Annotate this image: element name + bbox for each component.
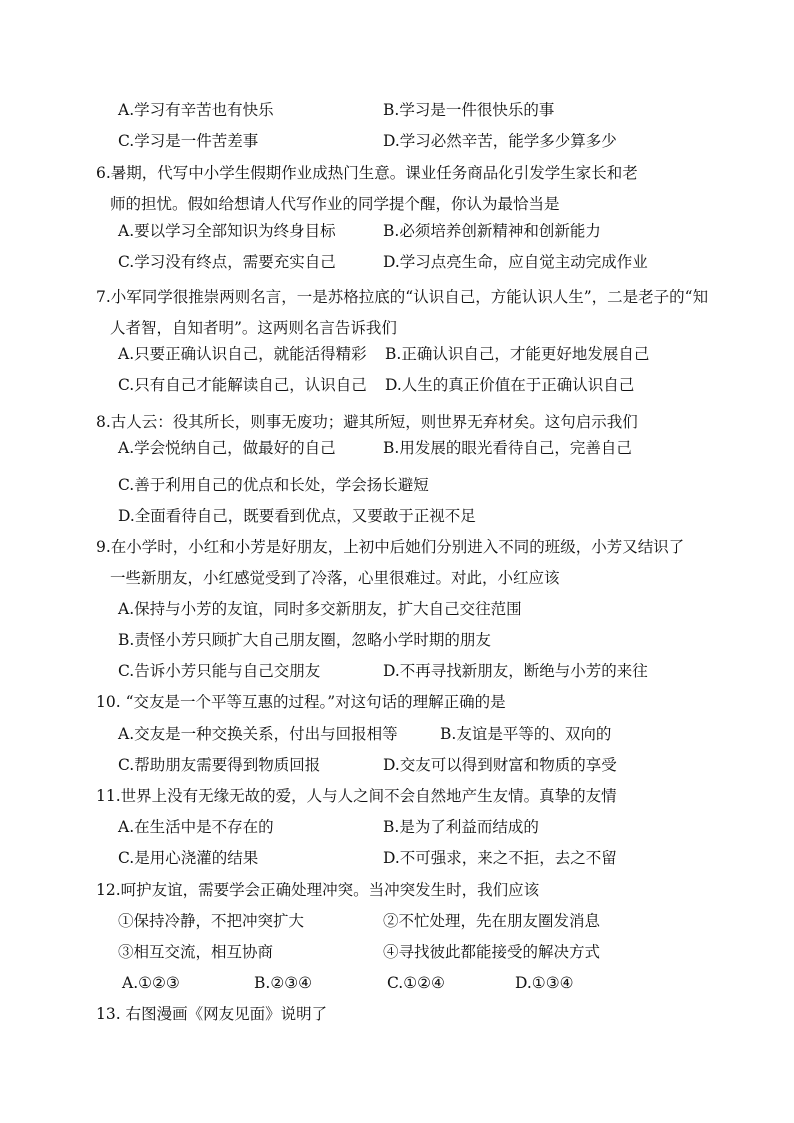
q7-option-b: B.正确认识自己，才能更好地发展自己 bbox=[385, 345, 650, 363]
q7-stem-line1: 7.小军同学很推崇两则名言，一是苏格拉底的“认识自己，方能认识人生”，二是老子的“知 bbox=[96, 288, 709, 306]
q8-option-c: C.善于利用自己的优点和长处，学会扬长避短 bbox=[118, 476, 429, 494]
q8-stem: 8.古人云：役其所长，则事无废功；避其所短，则世界无弃材矣。这句启示我们 bbox=[96, 413, 638, 431]
q10-option-a: A.交友是一种交换关系，付出与回报相等 bbox=[118, 725, 398, 743]
q6-option-d: D.学习点亮生命，应自觉主动完成作业 bbox=[383, 253, 648, 271]
q6-stem-line2: 师的担忧。假如给想请人代写作业的同学提个醒，你认为最恰当是 bbox=[110, 195, 560, 213]
q12-option-b: B.②③④ bbox=[254, 974, 313, 992]
q9-option-a: A.保持与小芳的友谊，同时多交新朋友，扩大自己交往范围 bbox=[118, 600, 522, 618]
q6-option-b: B.必须培养创新精神和创新能力 bbox=[383, 222, 601, 240]
q7-option-d: D.人生的真正价值在于正确认识自己 bbox=[385, 376, 635, 394]
q12-option-d: D.①③④ bbox=[515, 974, 574, 992]
q11-option-c: C.是用心浇灌的结果 bbox=[118, 849, 259, 867]
q12-statement-2: ②不忙处理，先在朋友圈发消息 bbox=[383, 912, 601, 930]
q9-option-b: B.责怪小芳只顾扩大自己朋友圈，忽略小学时期的朋友 bbox=[118, 631, 491, 649]
q11-option-b: B.是为了利益而结成的 bbox=[383, 818, 539, 836]
q8-option-d: D.全面看待自己，既要看到优点，又要敢于正视不足 bbox=[118, 507, 476, 525]
q8-option-a: A.学会悦纳自己，做最好的自己 bbox=[118, 439, 336, 457]
q5-option-c: C.学习是一件苦差事 bbox=[118, 132, 259, 150]
q5-option-a: A.学习有辛苦也有快乐 bbox=[118, 101, 274, 119]
q10-option-d: D.交友可以得到财富和物质的享受 bbox=[383, 756, 617, 774]
q12-statement-3: ③相互交流，相互协商 bbox=[118, 943, 274, 961]
q10-stem: 10. “交友是一个平等互惠的过程。”对这句话的理解正确的是 bbox=[96, 693, 506, 711]
q11-stem: 11.世界上没有无缘无故的爱，人与人之间不会自然地产生友情。真挚的友情 bbox=[96, 787, 617, 805]
q11-option-a: A.在生活中是不存在的 bbox=[118, 818, 274, 836]
q9-stem-line2: 一些新朋友，小红感觉受到了冷落，心里很难过。对此，小红应该 bbox=[110, 569, 560, 587]
q12-statement-1: ①保持冷静，不把冲突扩大 bbox=[118, 912, 305, 930]
q11-option-d: D.不可强求，来之不拒，去之不留 bbox=[383, 849, 617, 867]
q7-stem-line2: 人者智，自知者明”。这两则名言告诉我们 bbox=[110, 319, 397, 337]
q10-option-b: B.友谊是平等的、双向的 bbox=[440, 725, 612, 743]
q12-stem: 12.呵护友谊，需要学会正确处理冲突。当冲突发生时，我们应该 bbox=[96, 881, 540, 899]
q5-option-b: B.学习是一件很快乐的事 bbox=[383, 101, 555, 119]
q6-stem-line1: 6.暑期，代写中小学生假期作业成热门生意。课业任务商品化引发学生家长和老 bbox=[96, 164, 638, 182]
q12-statement-4: ④寻找彼此都能接受的解决方式 bbox=[383, 943, 601, 961]
q7-option-c: C.只有自己才能解读自己，认识自己 bbox=[118, 376, 367, 394]
q6-option-a: A.要以学习全部知识为终身目标 bbox=[118, 222, 336, 240]
q12-option-a: A.①②③ bbox=[122, 974, 180, 992]
q9-stem-line1: 9.在小学时，小红和小芳是好朋友，上初中后她们分别进入不同的班级，小芳又结识了 bbox=[96, 538, 685, 556]
q8-option-b: B.用发展的眼光看待自己，完善自己 bbox=[383, 439, 632, 457]
q9-option-d: D.不再寻找新朋友，断绝与小芳的来往 bbox=[383, 662, 648, 680]
q13-stem: 13. 右图漫画《网友见面》说明了 bbox=[96, 1005, 328, 1023]
q9-option-c: C.告诉小芳只能与自己交朋友 bbox=[118, 662, 321, 680]
q7-option-a: A.只要正确认识自己，就能活得精彩 bbox=[118, 345, 367, 363]
q12-option-c: C.①②④ bbox=[387, 974, 445, 992]
q6-option-c: C.学习没有终点，需要充实自己 bbox=[118, 253, 336, 271]
q5-option-d: D.学习必然辛苦，能学多少算多少 bbox=[383, 132, 617, 150]
q10-option-c: C.帮助朋友需要得到物质回报 bbox=[118, 756, 321, 774]
